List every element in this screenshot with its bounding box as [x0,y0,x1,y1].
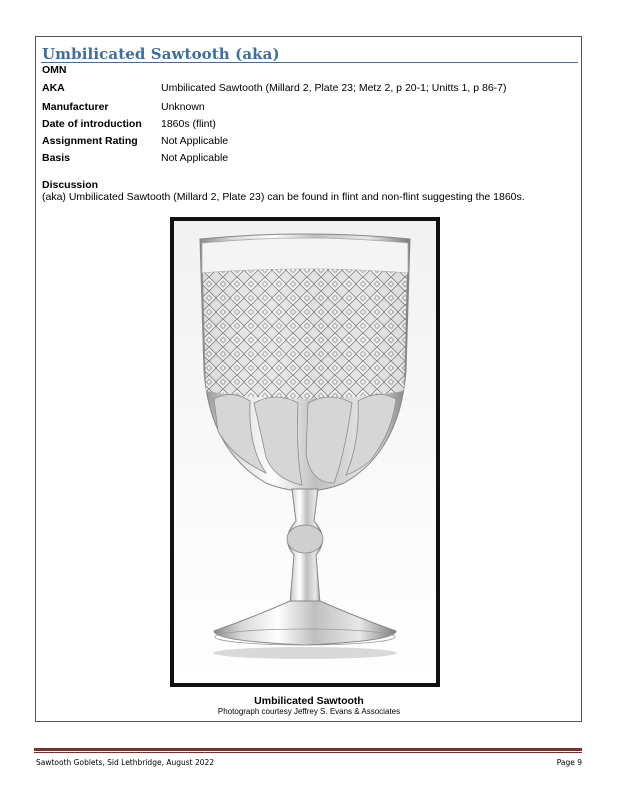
page-title: Umbilicated Sawtooth (aka) [42,45,280,63]
field-value: Not Applicable [161,135,229,147]
omn-label: OMN [42,64,67,76]
photo-caption-credit: Photograph courtesy Jeffrey S. Evans & Associates [217,707,401,716]
field-value: Not Applicable [161,152,229,164]
field-label: Assignment Rating [42,135,138,147]
discussion-text: (aka) Umbilicated Sawtooth (Millard 2, Plate 23) can be found in flint and non-flint suggesting the 1860s. [42,191,525,203]
footer-page-number: Page 9 [556,758,582,767]
field-value: Unknown [161,101,205,113]
discussion-heading: Discussion [42,179,99,191]
goblet-photo [170,217,440,687]
field-label: Basis [42,152,71,164]
footer-document-info: Sawtooth Goblets, Sid Lethbridge, August 2022 [36,758,215,767]
field-label: Manufacturer [42,101,109,113]
field-label: AKA [42,82,65,94]
photo-caption-title: Umbilicated Sawtooth [254,695,364,707]
footer-rule [34,748,582,751]
field-value: 1860s (flint) [161,118,216,130]
footer-rule-thin [34,752,582,753]
goblet-illustration [174,221,436,683]
field-value: Umbilicated Sawtooth (Millard 2, Plate 23; Metz 2, p 20-1; Unitts 1, p 86-7) [161,82,507,94]
field-label: Date of introduction [42,118,142,130]
title-underline [41,62,578,63]
